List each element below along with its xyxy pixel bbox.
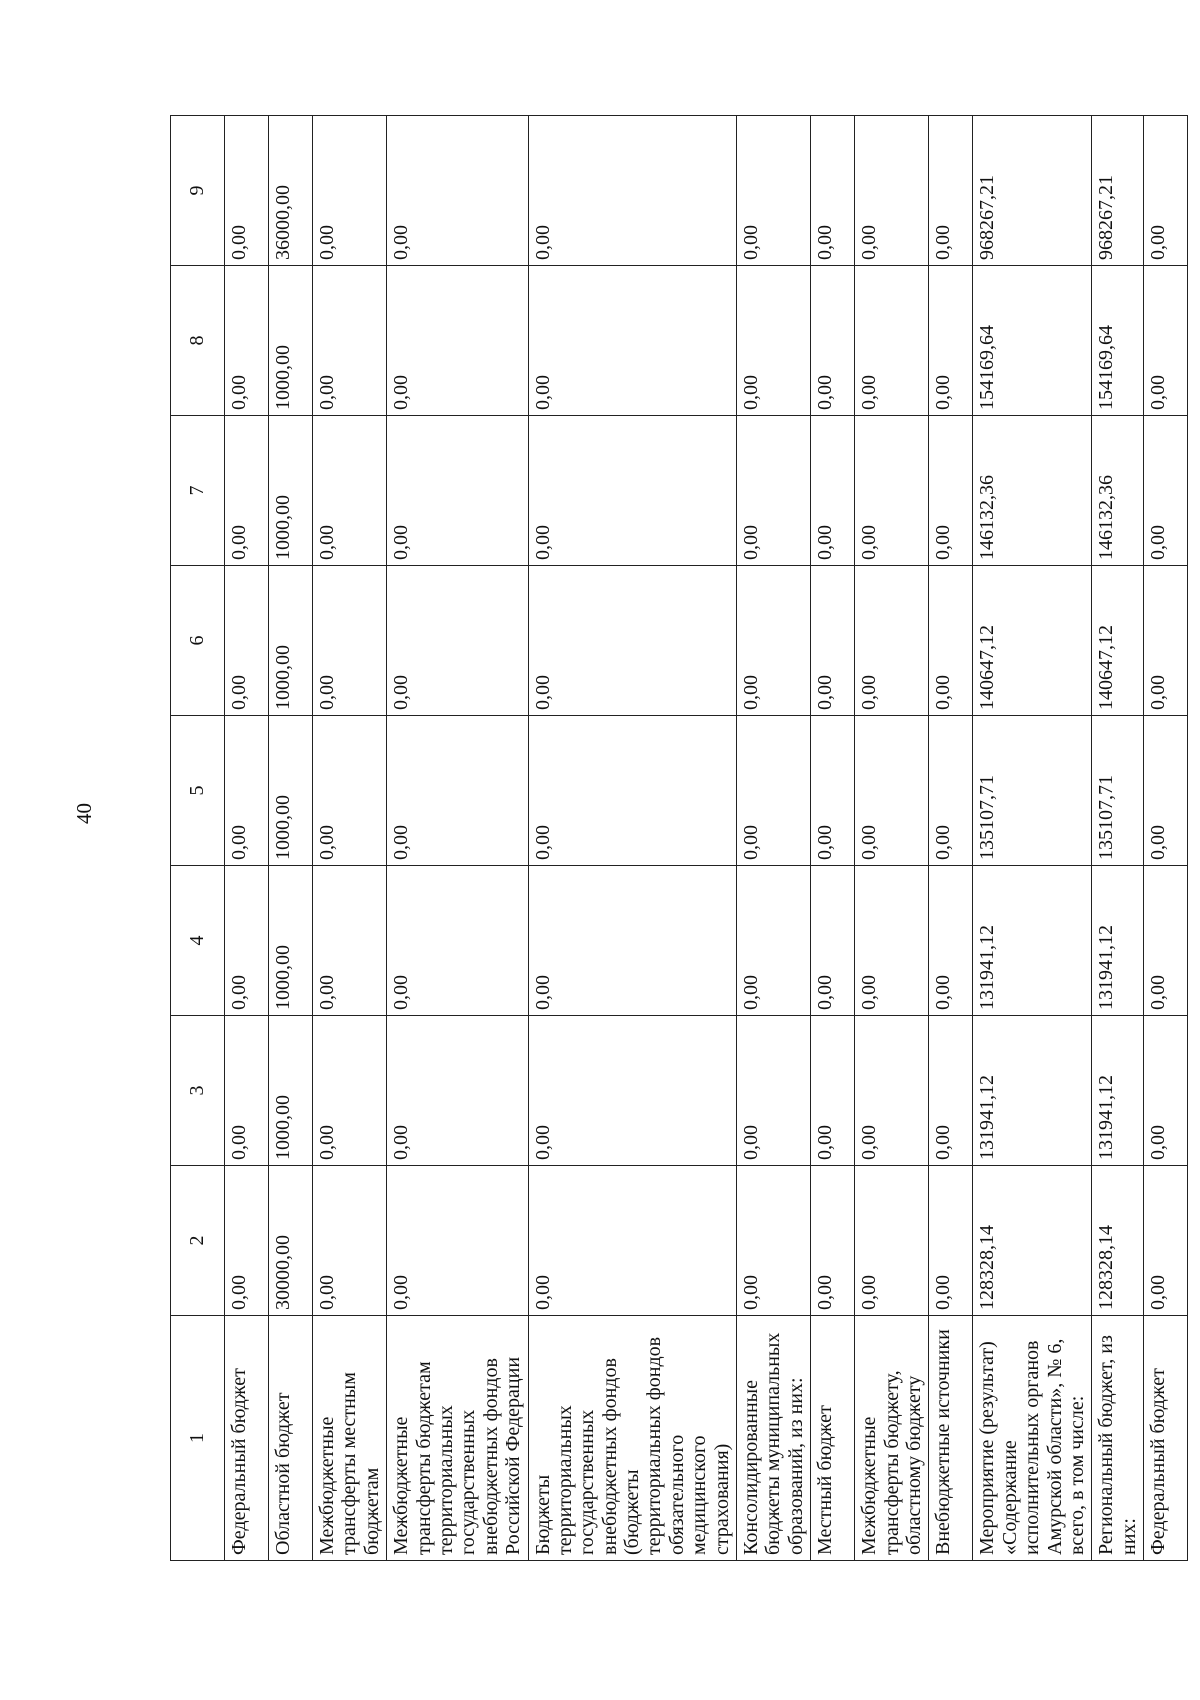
column-header: 8 [171, 266, 225, 416]
cell-value: 0,00 [1144, 116, 1188, 266]
cell-value: 0,00 [929, 866, 973, 1016]
row-label: Мероприятие (результат) «Содержание исполнительных органов Амурской области», № 6, всего, в том числе: [973, 1316, 1092, 1561]
cell-value: 0,00 [1144, 1016, 1188, 1166]
column-header: 7 [171, 416, 225, 566]
cell-value: 0,00 [929, 1016, 973, 1166]
cell-value: 0,00 [811, 266, 855, 416]
cell-value: 0,00 [929, 266, 973, 416]
column-header: 3 [171, 1016, 225, 1166]
cell-value: 0,00 [737, 116, 811, 266]
column-header: 1 [171, 1316, 225, 1561]
table-row [737, 116, 811, 1561]
cell-value: 0,00 [1144, 716, 1188, 866]
cell-value: 0,00 [225, 266, 269, 416]
table-row [1092, 116, 1144, 1561]
cell-value: 135107,71 [1092, 716, 1144, 866]
cell-value: 0,00 [387, 716, 528, 866]
cell-value: 0,00 [313, 266, 387, 416]
cell-value: 0,00 [387, 266, 528, 416]
cell-value: 0,00 [528, 866, 737, 1016]
cell-value: 131941,12 [1092, 1016, 1144, 1166]
cell-value: 0,00 [387, 1166, 528, 1316]
cell-value: 0,00 [737, 716, 811, 866]
cell-value: 1000,00 [269, 866, 313, 1016]
cell-value: 1000,00 [269, 416, 313, 566]
table-row [313, 116, 387, 1561]
cell-value: 0,00 [313, 416, 387, 566]
cell-value: 0,00 [855, 716, 929, 866]
cell-value: 0,00 [737, 266, 811, 416]
cell-value: 0,00 [929, 116, 973, 266]
table-row [225, 116, 269, 1561]
cell-value: 0,00 [225, 1166, 269, 1316]
column-header: 4 [171, 866, 225, 1016]
cell-value: 0,00 [737, 1166, 811, 1316]
cell-value: 0,00 [313, 116, 387, 266]
cell-value: 0,00 [1144, 416, 1188, 566]
cell-value: 131941,12 [973, 1016, 1092, 1166]
cell-value: 0,00 [528, 716, 737, 866]
table-row [855, 116, 929, 1561]
cell-value: 0,00 [225, 566, 269, 716]
cell-value: 0,00 [225, 116, 269, 266]
cell-value: 0,00 [855, 116, 929, 266]
table-header-row [171, 116, 225, 1561]
row-label: Федеральный бюджет [1144, 1316, 1188, 1561]
column-header: 2 [171, 1166, 225, 1316]
cell-value: 968267,21 [1092, 116, 1144, 266]
cell-value: 0,00 [387, 566, 528, 716]
cell-value: 0,00 [1144, 1166, 1188, 1316]
cell-value: 0,00 [737, 416, 811, 566]
row-label: Федеральный бюджет [225, 1316, 269, 1561]
table-row [929, 116, 973, 1561]
cell-value: 0,00 [929, 716, 973, 866]
cell-value: 128328,14 [1092, 1166, 1144, 1316]
rotated-table-container [170, 116, 1170, 1561]
row-label: Межбюджетные трансферты бюджету, областному бюджету [855, 1316, 929, 1561]
cell-value: 0,00 [528, 1016, 737, 1166]
row-label: Местный бюджет [811, 1316, 855, 1561]
cell-value: 30000,00 [269, 1166, 313, 1316]
cell-value: 36000,00 [269, 116, 313, 266]
cell-value: 0,00 [1144, 866, 1188, 1016]
cell-value: 0,00 [737, 866, 811, 1016]
cell-value: 0,00 [855, 1016, 929, 1166]
cell-value: 0,00 [929, 416, 973, 566]
cell-value: 154169,64 [1092, 266, 1144, 416]
cell-value: 0,00 [855, 566, 929, 716]
cell-value: 1000,00 [269, 1016, 313, 1166]
table-row [973, 116, 1092, 1561]
cell-value: 0,00 [811, 416, 855, 566]
cell-value: 0,00 [855, 1166, 929, 1316]
cell-value: 0,00 [225, 866, 269, 1016]
cell-value: 0,00 [528, 566, 737, 716]
cell-value: 0,00 [387, 866, 528, 1016]
cell-value: 131941,12 [1092, 866, 1144, 1016]
page-number: 40 [72, 803, 96, 824]
cell-value: 0,00 [929, 566, 973, 716]
cell-value: 0,00 [313, 566, 387, 716]
row-label: Межбюджетные трансферты бюджетам территориальных государственных внебюджетных фондов Российской Федерации [387, 1316, 528, 1561]
table-row [528, 116, 737, 1561]
cell-value: 0,00 [528, 1166, 737, 1316]
table-row [1144, 116, 1188, 1561]
table-row [387, 116, 528, 1561]
cell-value: 0,00 [855, 416, 929, 566]
cell-value: 0,00 [811, 1016, 855, 1166]
cell-value: 0,00 [387, 416, 528, 566]
cell-value: 0,00 [1144, 566, 1188, 716]
column-header: 6 [171, 566, 225, 716]
cell-value: 0,00 [811, 866, 855, 1016]
cell-value: 0,00 [313, 866, 387, 1016]
row-label: Консолидированные бюджеты муниципальных образований, из них: [737, 1316, 811, 1561]
cell-value: 0,00 [1144, 266, 1188, 416]
cell-value: 0,00 [929, 1166, 973, 1316]
cell-value: 1000,00 [269, 716, 313, 866]
cell-value: 0,00 [313, 1016, 387, 1166]
cell-value: 135107,71 [973, 716, 1092, 866]
cell-value: 0,00 [387, 116, 528, 266]
table-row [269, 116, 313, 1561]
cell-value: 0,00 [313, 1166, 387, 1316]
cell-value: 0,00 [225, 716, 269, 866]
column-header: 9 [171, 116, 225, 266]
cell-value: 0,00 [528, 416, 737, 566]
cell-value: 0,00 [225, 1016, 269, 1166]
cell-value: 1000,00 [269, 266, 313, 416]
row-label: Межбюджетные трансферты местным бюджетам [313, 1316, 387, 1561]
cell-value: 0,00 [855, 866, 929, 1016]
cell-value: 0,00 [387, 1016, 528, 1166]
cell-value: 131941,12 [973, 866, 1092, 1016]
cell-value: 146132,36 [973, 416, 1092, 566]
cell-value: 0,00 [313, 716, 387, 866]
cell-value: 1000,00 [269, 566, 313, 716]
cell-value: 0,00 [811, 566, 855, 716]
cell-value: 128328,14 [973, 1166, 1092, 1316]
cell-value: 0,00 [528, 266, 737, 416]
cell-value: 0,00 [225, 416, 269, 566]
cell-value: 0,00 [855, 266, 929, 416]
column-header: 5 [171, 716, 225, 866]
cell-value: 0,00 [737, 1016, 811, 1166]
cell-value: 0,00 [528, 116, 737, 266]
cell-value: 154169,64 [973, 266, 1092, 416]
row-label: Внебюджетные источники [929, 1316, 973, 1561]
cell-value: 0,00 [737, 566, 811, 716]
table-row [811, 116, 855, 1561]
cell-value: 146132,36 [1092, 416, 1144, 566]
cell-value: 140647,12 [973, 566, 1092, 716]
cell-value: 0,00 [811, 1166, 855, 1316]
budget-table [170, 115, 1188, 1561]
row-label: Бюджеты территориальных государственных внебюджетных фондов (бюджеты территориальных фондов обязательного медицинского страхования) [528, 1316, 737, 1561]
row-label: Областной бюджет [269, 1316, 313, 1561]
cell-value: 968267,21 [973, 116, 1092, 266]
cell-value: 0,00 [811, 716, 855, 866]
row-label: Региональный бюджет, из них: [1092, 1316, 1144, 1561]
cell-value: 0,00 [811, 116, 855, 266]
cell-value: 140647,12 [1092, 566, 1144, 716]
